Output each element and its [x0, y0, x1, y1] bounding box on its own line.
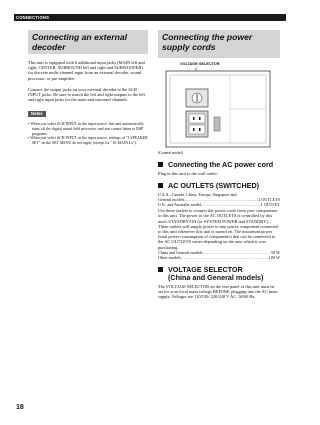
section-title-decoder: Connecting an external decoder	[28, 30, 148, 54]
heading-voltage-selector: VOLTAGE SELECTOR (China and General models)	[158, 266, 280, 282]
outlets-power-list	[158, 250, 280, 260]
right-column	[158, 30, 280, 299]
outlets-model-row: U.K. and Australia model ..... 1 OUTLET	[158, 202, 280, 207]
rear-panel-figure	[158, 67, 278, 149]
page-number: 18	[16, 404, 24, 411]
header-bar	[14, 14, 286, 21]
figure-caption: (General model)	[158, 151, 183, 155]
decoder-intro-paragraph: This unit is equipped with 6 additional input jacks (MAIN left and right, CENTER, SURROUND left and right and SUBWOOFER) for discrete multi-channel input from an external decoder, sound processor, or pre-amplifier.	[28, 60, 145, 81]
rear-panel-illustration	[158, 67, 278, 149]
square-bullet-icon	[158, 162, 163, 167]
outlets-model-row: General models ..... 2 OUTLETS	[158, 197, 280, 202]
decoder-instructions-paragraph: Connect the output jacks on your external decoder to the 6CH INPUT jacks. Be sure to match the left and right outputs to the left and right input jacks for the main and surround channels.	[28, 86, 145, 103]
square-bullet-icon	[158, 183, 163, 188]
square-bullet-icon	[158, 267, 163, 272]
outlets-paragraph: Use these outlets to connect the power cords from your components to this unit. The power to the AC OUTLETS is controlled by this unit's STANDBY/ON (or SYSTEM POWER and STANDBY). These outlets will supply power to any source component connected to this unit whenever this unit is turned on. The maximum power (total power consumption of components) that can be connected to the AC OUTLETS varies depending on the area which it was purchasing.	[158, 208, 279, 250]
voltage-paragraph: The VOLTAGE SELECTOR on the rear panel of this unit must be set for your local main voltage BEFORE plugging into the AC main supply. Voltages are 110/120/ 220/240 V AC, 50/60 Hz.	[158, 283, 278, 300]
note-item: • When you select 6CH INPUT as the input source, settings of "1 SPEAKER SET" on the SET MENU do not apply (except for "1E MAIN Lv").	[28, 136, 148, 145]
figure-callout-label: VOLTAGE SELECTOR	[180, 62, 220, 66]
heading-ac-outlets: AC OUTLETS (SWITCHED)	[158, 182, 280, 190]
notes-label: Notes	[28, 111, 46, 117]
section-label: CONNECTIONS	[16, 15, 50, 20]
outlets-power-row: Other models ..... 100 W	[158, 255, 280, 260]
outlets-model-row: U.S.A., Canada, China, Europe, Singapore and	[158, 192, 237, 198]
left-column	[28, 30, 148, 145]
note-item: • When you select 6CH INPUT as the input source, this unit automatically turns off the digital sound field processor, and you cannot listen to DSP programs.	[28, 122, 144, 136]
section-title-power: Connecting the power supply cords	[158, 30, 280, 58]
heading-ac-cord: Connecting the AC power cord	[158, 161, 280, 169]
ac-cord-paragraph: Plug in this unit to the wall outlet.	[158, 171, 218, 176]
notes-list	[28, 122, 148, 145]
outlets-power-row: China and General models ..... 50 W	[158, 250, 280, 255]
outlets-models-list	[158, 192, 280, 207]
